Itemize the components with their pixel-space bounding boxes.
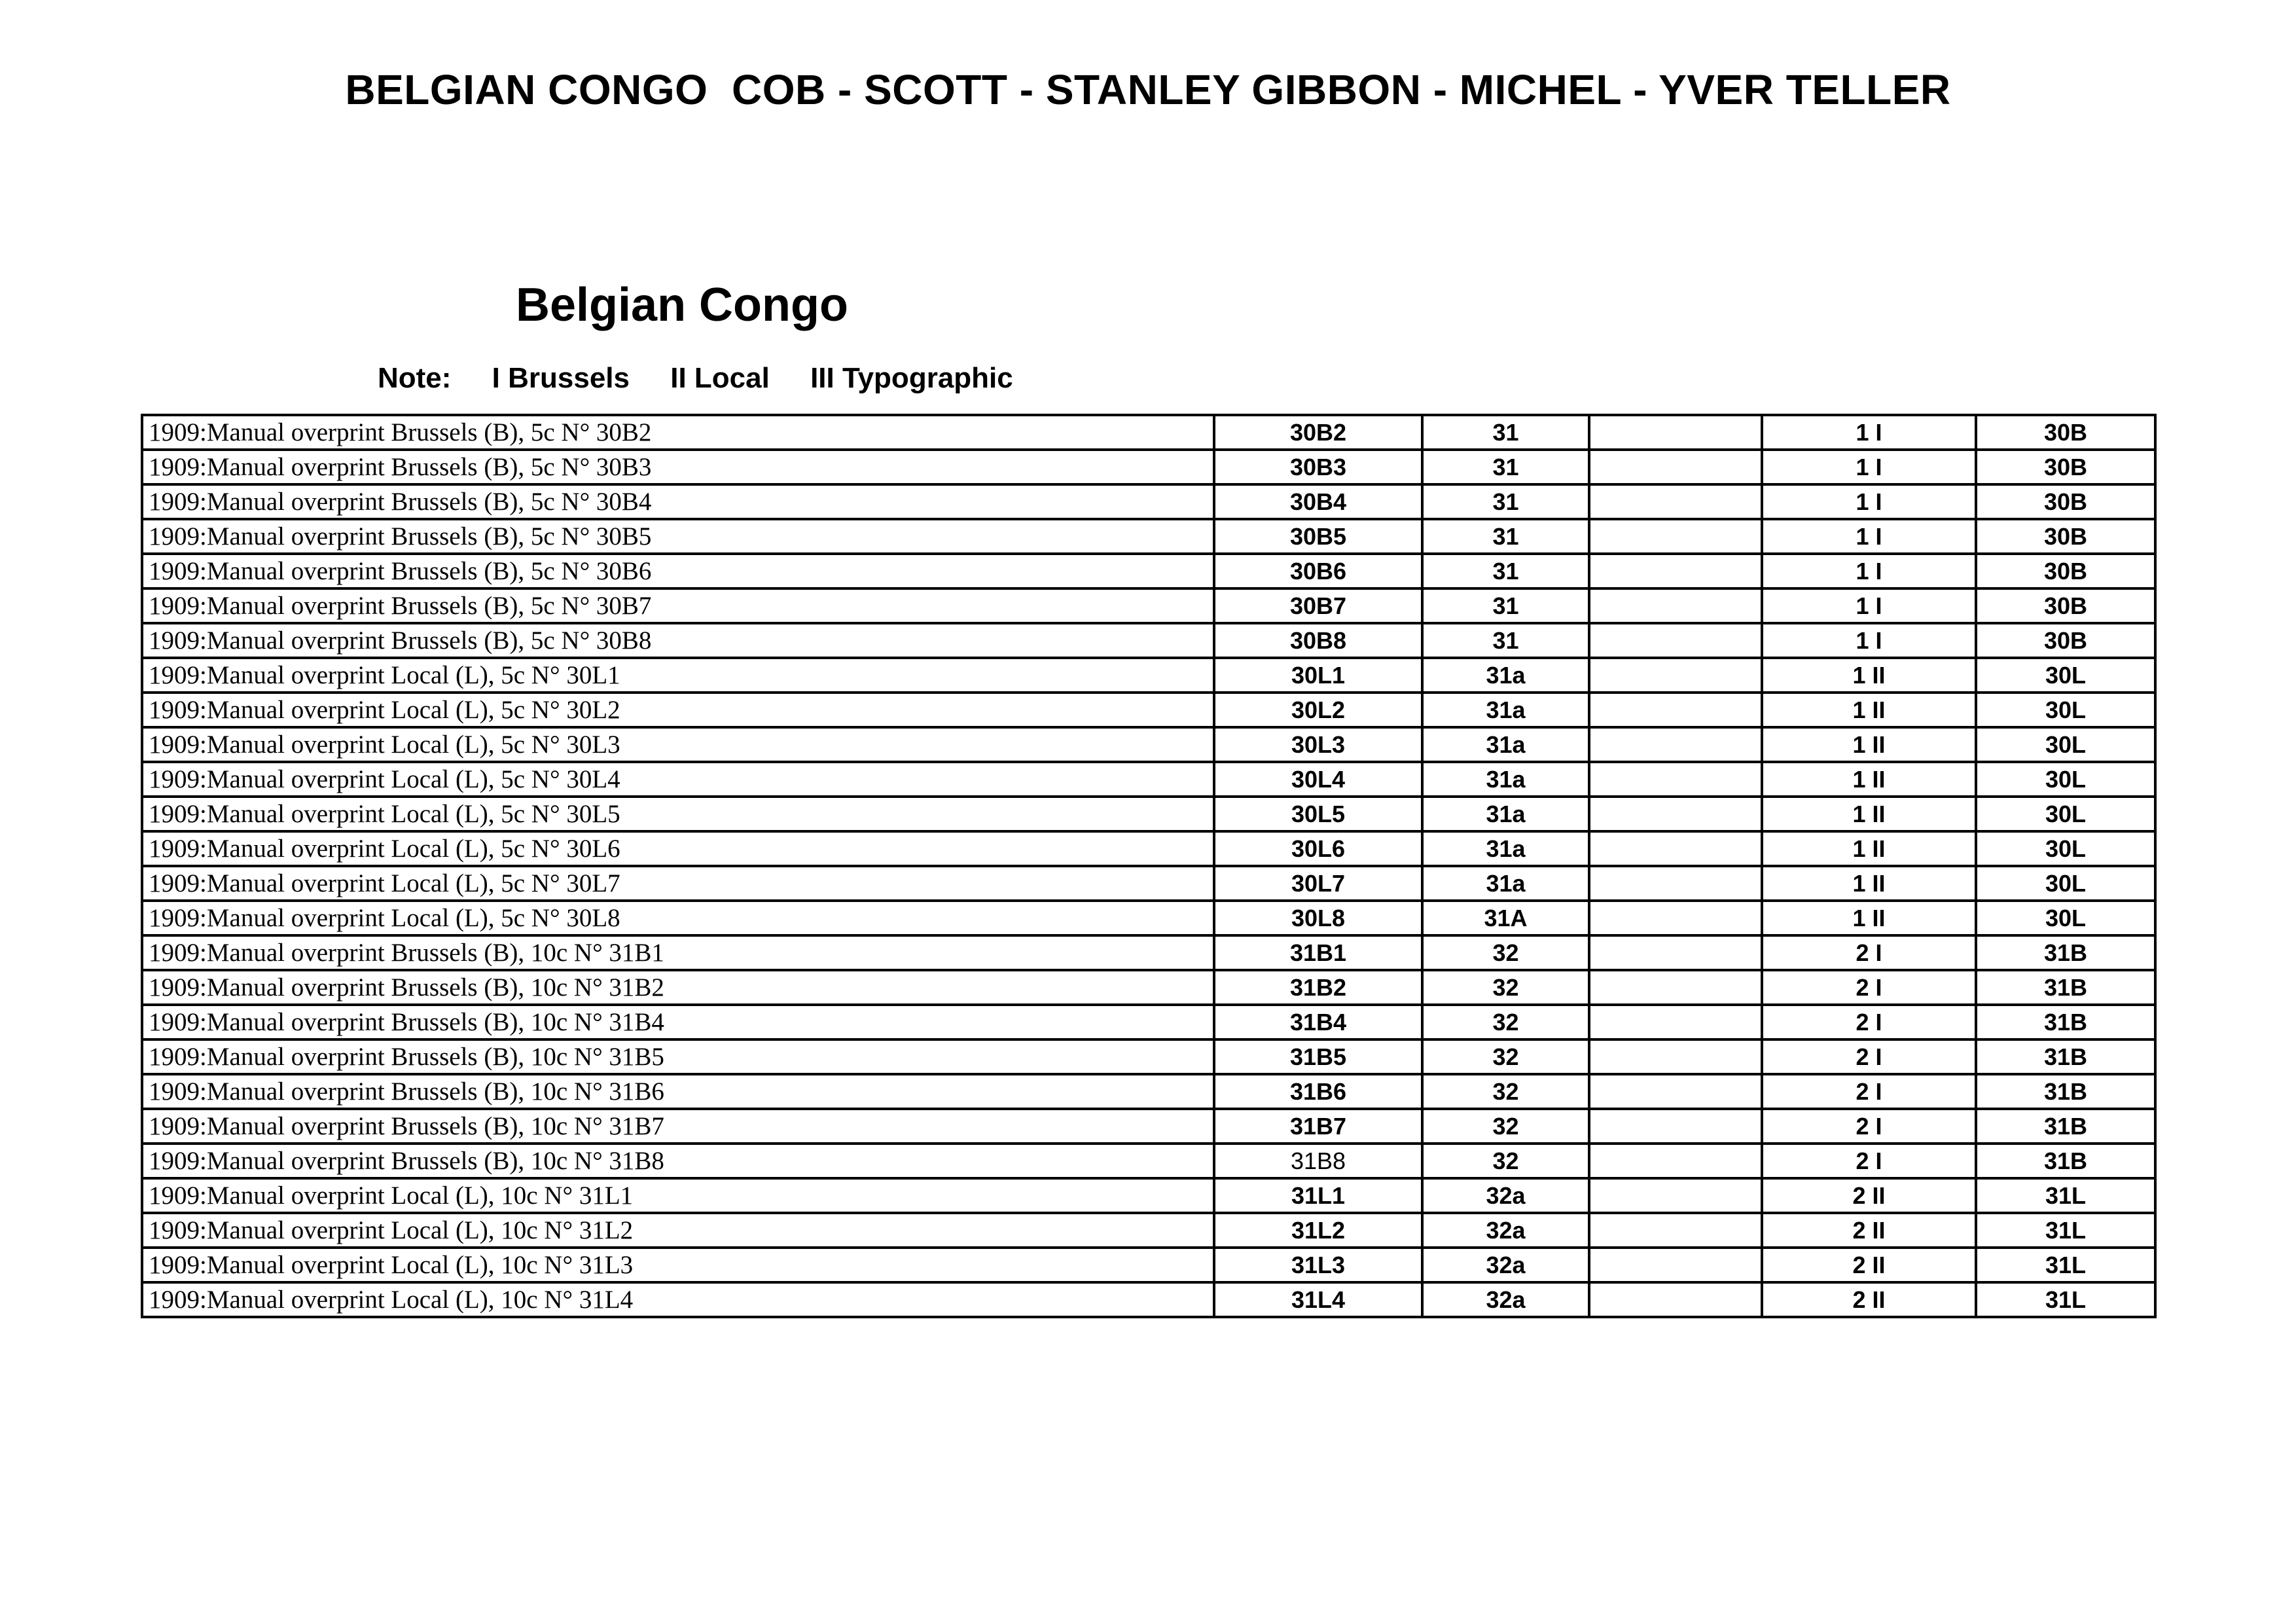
note-line (378, 362, 1046, 395)
michel-number-cell: 1 I (1762, 588, 1976, 623)
michel-number-cell: 2 II (1762, 1248, 1976, 1282)
description-cell: 1909:Manual overprint Brussels (B), 10c N° 31B6 (142, 1074, 1214, 1109)
stanley-gibbon-number-cell (1589, 1039, 1762, 1074)
yvert-number-cell: 31B (1976, 1005, 2155, 1039)
michel-number-cell: 1 II (1762, 831, 1976, 866)
yvert-number-cell: 30L (1976, 693, 2155, 727)
stanley-gibbon-number-cell (1589, 484, 1762, 519)
scott-number-cell: 31 (1422, 554, 1589, 588)
description-cell: 1909:Manual overprint Brussels (B), 10c N° 31B2 (142, 970, 1214, 1005)
section-title: Belgian Congo (516, 279, 848, 331)
description-cell: 1909:Manual overprint Brussels (B), 10c N° 31B5 (142, 1039, 1214, 1074)
cob-number-cell: 31L2 (1214, 1213, 1422, 1248)
scott-number-cell: 31a (1422, 762, 1589, 797)
yvert-number-cell: 30L (1976, 831, 2155, 866)
yvert-number-cell: 31B (1976, 1144, 2155, 1178)
table-row (142, 693, 2155, 727)
cob-number-cell: 30B6 (1214, 554, 1422, 588)
michel-number-cell: 1 I (1762, 484, 1976, 519)
cob-number-cell: 31L1 (1214, 1178, 1422, 1213)
michel-number-cell: 2 I (1762, 970, 1976, 1005)
yvert-number-cell: 31B (1976, 1039, 2155, 1074)
cob-number-cell: 30L7 (1214, 866, 1422, 901)
scott-number-cell: 32 (1422, 1039, 1589, 1074)
scott-number-cell: 32 (1422, 970, 1589, 1005)
yvert-number-cell: 30B (1976, 450, 2155, 484)
table-row (142, 623, 2155, 658)
yvert-number-cell: 31B (1976, 1074, 2155, 1109)
table-row (142, 1213, 2155, 1248)
yvert-number-cell: 31B (1976, 1109, 2155, 1144)
table-row (142, 450, 2155, 484)
michel-number-cell: 1 II (1762, 693, 1976, 727)
description-cell: 1909:Manual overprint Brussels (B), 5c N° 30B8 (142, 623, 1214, 658)
table-row (142, 866, 2155, 901)
cob-number-cell: 31B2 (1214, 970, 1422, 1005)
yvert-number-cell: 31B (1976, 935, 2155, 970)
cob-number-cell: 30L6 (1214, 831, 1422, 866)
description-cell: 1909:Manual overprint Local (L), 5c N° 30L4 (142, 762, 1214, 797)
description-cell: 1909:Manual overprint Local (L), 10c N° 31L1 (142, 1178, 1214, 1213)
scott-number-cell: 32a (1422, 1248, 1589, 1282)
michel-number-cell: 2 I (1762, 1039, 1976, 1074)
description-cell: 1909:Manual overprint Local (L), 5c N° 30L5 (142, 797, 1214, 831)
table-row (142, 519, 2155, 554)
cob-number-cell: 31B8 (1214, 1144, 1422, 1178)
stanley-gibbon-number-cell (1589, 970, 1762, 1005)
scott-number-cell: 32a (1422, 1282, 1589, 1317)
description-cell: 1909:Manual overprint Local (L), 5c N° 30L1 (142, 658, 1214, 693)
stanley-gibbon-number-cell (1589, 554, 1762, 588)
scott-number-cell: 31a (1422, 866, 1589, 901)
description-cell: 1909:Manual overprint Local (L), 5c N° 30L8 (142, 901, 1214, 935)
table-row (142, 762, 2155, 797)
scott-number-cell: 31 (1422, 415, 1589, 450)
cob-number-cell: 30B3 (1214, 450, 1422, 484)
michel-number-cell: 2 II (1762, 1213, 1976, 1248)
description-cell: 1909:Manual overprint Local (L), 10c N° 31L4 (142, 1282, 1214, 1317)
note-item-brussels: I Brussels (492, 362, 630, 394)
note-item-local: II Local (670, 362, 770, 394)
michel-number-cell: 2 I (1762, 1109, 1976, 1144)
cob-number-cell: 30L1 (1214, 658, 1422, 693)
michel-number-cell: 1 II (1762, 866, 1976, 901)
yvert-number-cell: 30L (1976, 797, 2155, 831)
stanley-gibbon-number-cell (1589, 1213, 1762, 1248)
table-row (142, 831, 2155, 866)
scott-number-cell: 31 (1422, 588, 1589, 623)
scott-number-cell: 31 (1422, 623, 1589, 658)
michel-number-cell: 2 II (1762, 1282, 1976, 1317)
table-row (142, 658, 2155, 693)
yvert-number-cell: 31L (1976, 1248, 2155, 1282)
michel-number-cell: 1 I (1762, 623, 1976, 658)
stanley-gibbon-number-cell (1589, 1074, 1762, 1109)
table-row (142, 727, 2155, 762)
michel-number-cell: 2 I (1762, 1074, 1976, 1109)
table-row (142, 1144, 2155, 1178)
scott-number-cell: 32 (1422, 1005, 1589, 1039)
michel-number-cell: 2 I (1762, 1005, 1976, 1039)
cob-number-cell: 30L5 (1214, 797, 1422, 831)
description-cell: 1909:Manual overprint Brussels (B), 5c N° 30B5 (142, 519, 1214, 554)
michel-number-cell: 1 I (1762, 415, 1976, 450)
stanley-gibbon-number-cell (1589, 1144, 1762, 1178)
stanley-gibbon-number-cell (1589, 727, 1762, 762)
cob-number-cell: 30L3 (1214, 727, 1422, 762)
stanley-gibbon-number-cell (1589, 1178, 1762, 1213)
michel-number-cell: 1 I (1762, 519, 1976, 554)
stanley-gibbon-number-cell (1589, 623, 1762, 658)
description-cell: 1909:Manual overprint Brussels (B), 5c N° 30B6 (142, 554, 1214, 588)
table-row (142, 415, 2155, 450)
table-row (142, 588, 2155, 623)
stanley-gibbon-number-cell (1589, 1282, 1762, 1317)
description-cell: 1909:Manual overprint Local (L), 5c N° 30L2 (142, 693, 1214, 727)
michel-number-cell: 2 II (1762, 1178, 1976, 1213)
scott-number-cell: 32a (1422, 1178, 1589, 1213)
scott-number-cell: 31a (1422, 727, 1589, 762)
stanley-gibbon-number-cell (1589, 1248, 1762, 1282)
michel-number-cell: 1 I (1762, 554, 1976, 588)
scott-number-cell: 32 (1422, 1109, 1589, 1144)
table-row (142, 484, 2155, 519)
description-cell: 1909:Manual overprint Local (L), 5c N° 30L6 (142, 831, 1214, 866)
yvert-number-cell: 30L (1976, 762, 2155, 797)
stanley-gibbon-number-cell (1589, 1109, 1762, 1144)
stanley-gibbon-number-cell (1589, 450, 1762, 484)
cob-number-cell: 30B2 (1214, 415, 1422, 450)
description-cell: 1909:Manual overprint Brussels (B), 10c N° 31B4 (142, 1005, 1214, 1039)
stanley-gibbon-number-cell (1589, 588, 1762, 623)
scott-number-cell: 31a (1422, 797, 1589, 831)
description-cell: 1909:Manual overprint Local (L), 10c N° 31L2 (142, 1213, 1214, 1248)
table-row (142, 1005, 2155, 1039)
scott-number-cell: 31a (1422, 658, 1589, 693)
table-row (142, 1282, 2155, 1317)
stanley-gibbon-number-cell (1589, 519, 1762, 554)
stanley-gibbon-number-cell (1589, 901, 1762, 935)
cob-number-cell: 31B1 (1214, 935, 1422, 970)
stanley-gibbon-number-cell (1589, 797, 1762, 831)
scott-number-cell: 31a (1422, 693, 1589, 727)
description-cell: 1909:Manual overprint Brussels (B), 10c N° 31B1 (142, 935, 1214, 970)
table-row (142, 1248, 2155, 1282)
description-cell: 1909:Manual overprint Brussels (B), 5c N° 30B2 (142, 415, 1214, 450)
stanley-gibbon-number-cell (1589, 831, 1762, 866)
stanley-gibbon-number-cell (1589, 866, 1762, 901)
cob-number-cell: 31B4 (1214, 1005, 1422, 1039)
cob-number-cell: 31L3 (1214, 1248, 1422, 1282)
yvert-number-cell: 31L (1976, 1213, 2155, 1248)
stanley-gibbon-number-cell (1589, 658, 1762, 693)
catalog-table (141, 414, 2157, 1318)
table-row (142, 1178, 2155, 1213)
michel-number-cell: 2 I (1762, 935, 1976, 970)
description-cell: 1909:Manual overprint Local (L), 5c N° 30L7 (142, 866, 1214, 901)
michel-number-cell: 1 I (1762, 450, 1976, 484)
stanley-gibbon-number-cell (1589, 693, 1762, 727)
description-cell: 1909:Manual overprint Brussels (B), 10c N° 31B8 (142, 1144, 1214, 1178)
table-row (142, 970, 2155, 1005)
note-item-typographic: III Typographic (810, 362, 1013, 394)
yvert-number-cell: 30B (1976, 519, 2155, 554)
cob-number-cell: 30B7 (1214, 588, 1422, 623)
cob-number-cell: 30L2 (1214, 693, 1422, 727)
scott-number-cell: 31 (1422, 450, 1589, 484)
yvert-number-cell: 30L (1976, 727, 2155, 762)
stanley-gibbon-number-cell (1589, 415, 1762, 450)
michel-number-cell: 1 II (1762, 901, 1976, 935)
yvert-number-cell: 31L (1976, 1282, 2155, 1317)
yvert-number-cell: 30L (1976, 866, 2155, 901)
scott-number-cell: 31A (1422, 901, 1589, 935)
stanley-gibbon-number-cell (1589, 762, 1762, 797)
table-row (142, 901, 2155, 935)
cob-number-cell: 31B6 (1214, 1074, 1422, 1109)
cob-number-cell: 30B4 (1214, 484, 1422, 519)
yvert-number-cell: 30L (1976, 901, 2155, 935)
scott-number-cell: 31 (1422, 484, 1589, 519)
yvert-number-cell: 30B (1976, 554, 2155, 588)
yvert-number-cell: 30B (1976, 623, 2155, 658)
michel-number-cell: 1 II (1762, 762, 1976, 797)
yvert-number-cell: 30B (1976, 415, 2155, 450)
michel-number-cell: 1 II (1762, 797, 1976, 831)
cob-number-cell: 31B5 (1214, 1039, 1422, 1074)
michel-number-cell: 1 II (1762, 727, 1976, 762)
cob-number-cell: 30B8 (1214, 623, 1422, 658)
yvert-number-cell: 30B (1976, 484, 2155, 519)
yvert-number-cell: 31B (1976, 970, 2155, 1005)
stanley-gibbon-number-cell (1589, 935, 1762, 970)
yvert-number-cell: 30B (1976, 588, 2155, 623)
note-label: Note: (378, 362, 452, 394)
description-cell: 1909:Manual overprint Brussels (B), 10c N° 31B7 (142, 1109, 1214, 1144)
yvert-number-cell: 31L (1976, 1178, 2155, 1213)
table-row (142, 1109, 2155, 1144)
cob-number-cell: 30B5 (1214, 519, 1422, 554)
table-row (142, 935, 2155, 970)
michel-number-cell: 2 I (1762, 1144, 1976, 1178)
scott-number-cell: 32 (1422, 1144, 1589, 1178)
description-cell: 1909:Manual overprint Local (L), 5c N° 30L3 (142, 727, 1214, 762)
description-cell: 1909:Manual overprint Brussels (B), 5c N° 30B4 (142, 484, 1214, 519)
table-row (142, 797, 2155, 831)
scott-number-cell: 31a (1422, 831, 1589, 866)
cob-number-cell: 30L8 (1214, 901, 1422, 935)
michel-number-cell: 1 II (1762, 658, 1976, 693)
scott-number-cell: 31 (1422, 519, 1589, 554)
table-row (142, 1074, 2155, 1109)
description-cell: 1909:Manual overprint Local (L), 10c N° 31L3 (142, 1248, 1214, 1282)
document-title: BELGIAN CONGO COB - SCOTT - STANLEY GIBBON - MICHEL - YVER TELLER (345, 66, 1951, 113)
cob-number-cell: 31B7 (1214, 1109, 1422, 1144)
scott-number-cell: 32a (1422, 1213, 1589, 1248)
scott-number-cell: 32 (1422, 1074, 1589, 1109)
yvert-number-cell: 30L (1976, 658, 2155, 693)
description-cell: 1909:Manual overprint Brussels (B), 5c N° 30B3 (142, 450, 1214, 484)
stanley-gibbon-number-cell (1589, 1005, 1762, 1039)
catalog-table-body (142, 415, 2155, 1317)
description-cell: 1909:Manual overprint Brussels (B), 5c N° 30B7 (142, 588, 1214, 623)
cob-number-cell: 30L4 (1214, 762, 1422, 797)
table-row (142, 1039, 2155, 1074)
scott-number-cell: 32 (1422, 935, 1589, 970)
table-row (142, 554, 2155, 588)
cob-number-cell: 31L4 (1214, 1282, 1422, 1317)
